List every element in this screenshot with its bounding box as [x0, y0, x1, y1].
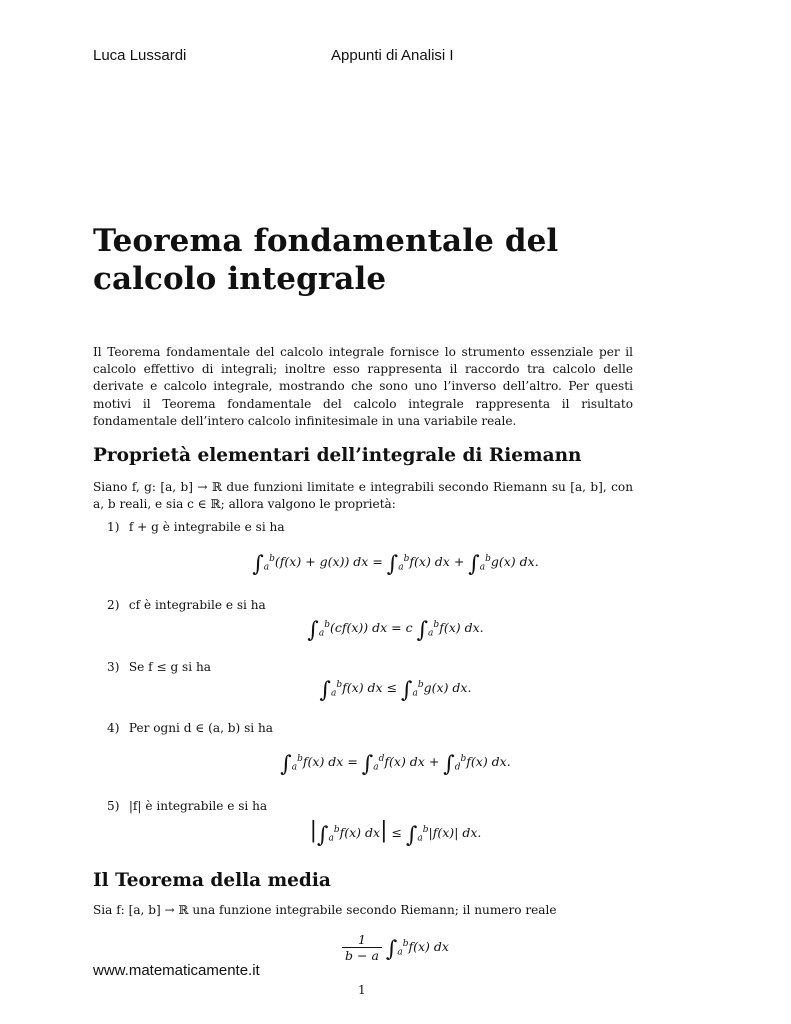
property-item-2	[107, 598, 266, 612]
section-heading-mean-value-theorem: Il Teorema della media	[93, 870, 331, 891]
footer-url: www.matematicamente.it	[93, 962, 260, 979]
property-number: 1)	[107, 520, 120, 534]
intro-paragraph: Il Teorema fondamentale del calcolo integrale fornisce lo strumento essenziale per il calcolo effettivo di integrali; inoltre esso rappresenta il raccordo tra calcolo delle derivate e calcolo integrale, mostrando che sono uno l’inverso dell’altro. Per questi motivi il Teorema fondamentale del calcolo integrale rappresenta il risultato fondamentale dell’intero calcolo infinitesimale in una variabile reale.	[93, 345, 633, 428]
formula-3: $\int_a^bf(x)$ dx ≤ $\int_a^bg(x)$ dx.	[319, 678, 472, 703]
property-number: 3)	[107, 660, 120, 674]
property-item-1	[107, 520, 285, 534]
property-item-5	[107, 799, 267, 813]
property-number: 2)	[107, 598, 120, 612]
page-number: 1	[358, 983, 366, 997]
document-title: Teorema fondamentale del calcolo integrale	[93, 223, 559, 297]
header-course: Appunti di Analisi I	[331, 47, 454, 64]
property-text: Se f ≤ g si ha	[128, 660, 211, 674]
formula-2: $\int_a^b(cf(x))$ dx = c $\int_a^bf(x)$ dx.	[307, 618, 484, 643]
header-author: Luca Lussardi	[93, 47, 187, 64]
property-text: Per ogni d ∈ (a, b) si ha	[128, 721, 273, 735]
formula-5: $|\int_a^bf(x) dx| \le \int_a^b|f(x)|$ dx.	[309, 818, 482, 848]
property-text: |f| è integrabile e si ha	[128, 799, 268, 813]
formula-1: $\int_a^b(f(x) + g(x))$ dx = $\int_a^bf(x)$ dx + $\int_a^bg(x)$ dx.	[252, 552, 539, 577]
property-text: f + g è integrabile e si ha	[128, 520, 285, 534]
property-item-3	[107, 660, 211, 674]
property-number: 4)	[107, 721, 120, 735]
property-item-4	[107, 721, 273, 735]
formula-mean: $\frac{1}{b - a}$ $\int_a^bf(x)$ dx	[0, 932, 791, 963]
property-number: 5)	[107, 799, 120, 813]
riemann-properties-paragraph: Siano f, g: [a, b] → ℝ due funzioni limitate e integrabili secondo Riemann su [a, b], con a, b reali, e sia c ∈ ℝ; allora valgono le proprietà:	[93, 480, 633, 512]
section-heading-riemann-properties: Proprietà elementari dell’integrale di Riemann	[93, 445, 582, 466]
property-text: cf è integrabile e si ha	[128, 598, 266, 612]
formula-4: $\int_a^bf(x)$ dx = $\int_a^df(x)$ dx + $\int_d^bf(x)$ dx.	[280, 752, 511, 777]
mean-value-paragraph: Sia f: [a, b] → ℝ una funzione integrabile secondo Riemann; il numero reale	[93, 903, 557, 917]
